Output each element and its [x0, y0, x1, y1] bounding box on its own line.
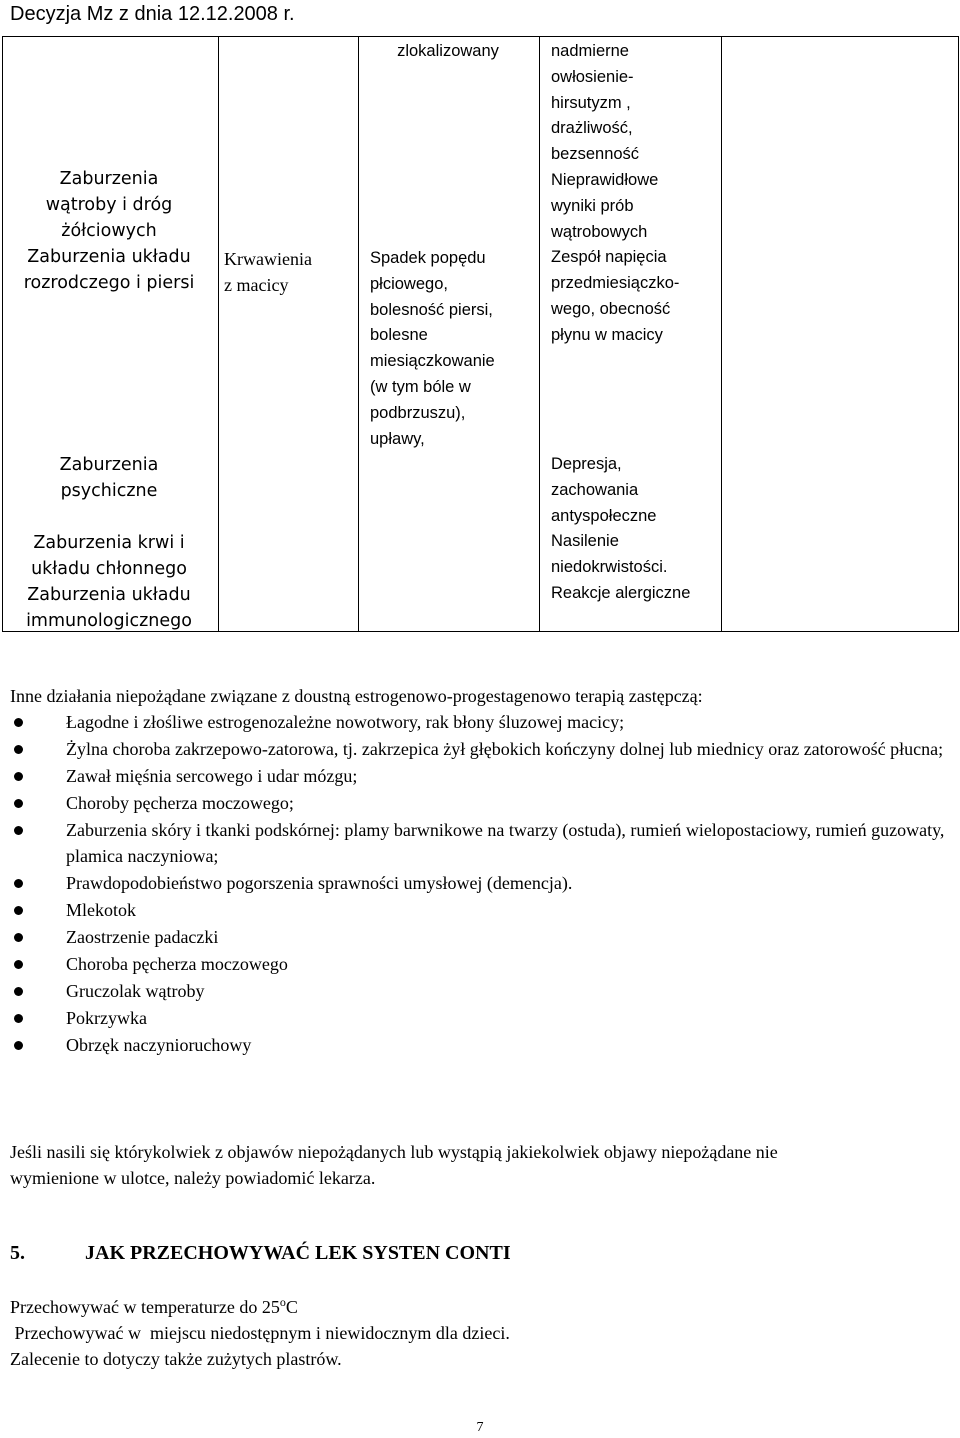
list-item-text: Obrzęk naczynioruchowy — [66, 1035, 252, 1055]
cell-text: wego, obecność — [551, 299, 671, 318]
category-text: żółciowych — [61, 221, 157, 241]
cell-text: Nieprawidłowe — [551, 170, 659, 189]
table-divider — [218, 37, 219, 631]
cell-text: bolesne — [370, 326, 428, 345]
adverse-effects-intro: Inne działania niepożądane związane z doustną estrogenowo-progestagenowo terapią zastępczą: — [10, 686, 703, 706]
category-group-blood-immune — [3, 530, 215, 634]
list-item-text: Pokrzywka — [66, 1008, 147, 1028]
category-text: Zaburzenia układu — [27, 585, 191, 605]
category-text: rozrodczego i piersi — [23, 273, 195, 293]
list-item — [10, 790, 950, 816]
cell-text: drażliwość, — [551, 119, 633, 138]
cell-text: upławy, — [370, 429, 425, 448]
bullet-icon — [14, 960, 23, 969]
cell-text: Spadek popędu — [370, 249, 486, 267]
bullet-icon — [14, 1014, 23, 1023]
list-item — [10, 736, 950, 762]
category-text: Zaburzenia — [59, 455, 159, 475]
bullet-icon — [14, 799, 23, 808]
cell-text: przedmiesiączko- — [551, 274, 680, 293]
degree-sign: o — [279, 1295, 286, 1309]
storage-temperature — [10, 1294, 298, 1320]
bullet-icon — [14, 879, 23, 888]
temperature-unit: C — [285, 1297, 298, 1317]
list-item — [10, 1005, 950, 1031]
list-item-text: Żylna choroba zakrzepowo-zatorowa, tj. zakrzepica żył głębokich kończyny dolnej lub miednicy oraz zatorowość płucna; — [66, 739, 944, 759]
list-item-text: Choroba pęcherza moczowego — [66, 954, 288, 974]
notice-line-1: Jeśli nasili się którykolwiek z objawów niepożądanych lub wystąpią jakiekolwiek objawy niepożądane nie — [10, 1142, 778, 1162]
cell-text: owłosienie- — [551, 67, 634, 86]
adverse-effects-table — [2, 36, 959, 632]
cell-text: wyniki prób — [551, 196, 634, 215]
list-item — [10, 1032, 950, 1058]
cell-text: podbrzuszu), — [370, 403, 466, 422]
cell-text: (w tym bóle w — [370, 377, 471, 396]
category-text: psychiczne — [60, 481, 158, 501]
list-item-text: Prawdopodobieństwo pogorszenia sprawności umysłowej (demencja). — [66, 873, 573, 893]
table-divider — [358, 37, 359, 631]
symptoms-cell-top — [551, 39, 679, 349]
cell-text: Depresja, — [551, 455, 622, 473]
cell-text: Zespół napięcia — [551, 248, 667, 267]
cell-text: wątrobowych — [551, 222, 648, 241]
category-group-liver-reproductive — [3, 166, 215, 296]
localized-cell — [366, 39, 538, 65]
bullet-icon — [14, 772, 23, 781]
cell-text: antyspołeczne — [551, 506, 657, 525]
page-number: 7 — [476, 1420, 484, 1435]
list-item-text: Zaburzenia skóry i tkanki podskórnej: plamy barwnikowe na twarzy (ostuda), rumień wielopostaciowy, rumień guzowaty, plamica naczyniowa; — [66, 820, 945, 866]
category-text: Zaburzenia — [59, 169, 159, 189]
bullet-icon — [14, 987, 23, 996]
bullet-icon — [14, 826, 23, 835]
table-divider — [539, 37, 540, 631]
list-item — [10, 978, 950, 1004]
section-number: 5. — [10, 1242, 25, 1264]
list-item-text: Mlekotok — [66, 900, 136, 920]
list-item — [10, 763, 950, 789]
category-text: układu chłonnego — [31, 559, 187, 579]
list-item-text: Zaostrzenie padaczki — [66, 927, 219, 947]
cell-text: zlokalizowany — [397, 42, 499, 60]
cell-text: zachowania — [551, 480, 639, 499]
symptoms-cell-bottom — [551, 452, 690, 607]
list-item — [10, 870, 950, 896]
cell-text: nadmierne — [551, 42, 629, 60]
bullet-icon — [14, 933, 23, 942]
cell-text: miesiączkowanie — [370, 352, 495, 371]
section-title: JAK PRZECHOWYWAĆ LEK SYSTEN CONTI — [85, 1242, 511, 1264]
section-heading — [10, 1238, 511, 1268]
list-item — [10, 897, 950, 923]
cell-text: bezsenność — [551, 145, 640, 164]
bullet-icon — [14, 906, 23, 915]
cell-text: płciowego, — [370, 274, 448, 293]
storage-children: Przechowywać w miejscu niedostępnym i niewidocznym dla dzieci. — [10, 1323, 510, 1343]
cell-text: z macicy — [224, 275, 289, 295]
cell-text: płynu w macicy — [551, 325, 663, 344]
table-divider — [721, 37, 722, 631]
cell-text: bolesność piersi, — [370, 300, 493, 319]
bullet-icon — [14, 745, 23, 754]
uterine-bleeding-cell — [224, 246, 312, 298]
category-text: immunologicznego — [26, 611, 192, 631]
bullet-icon — [14, 1041, 23, 1050]
list-item-text: Choroby pęcherza moczowego; — [66, 793, 294, 813]
category-group-psychiatric — [3, 452, 215, 504]
category-text: wątroby i dróg — [45, 195, 173, 215]
category-text: Zaburzenia krwi i — [33, 533, 185, 553]
cell-text: Reakcje alergiczne — [551, 583, 691, 602]
adverse-effects-list — [10, 709, 950, 1059]
notice-line-2: wymienione w ulotce, należy powiadomić lekarza. — [10, 1168, 376, 1188]
cell-text: hirsutyzm , — [551, 93, 631, 112]
bullet-icon — [14, 718, 23, 727]
list-item-text: Łagodne i złośliwe estrogenozależne nowotwory, rak błony śluzowej macicy; — [66, 712, 625, 732]
list-item — [10, 709, 950, 735]
document-header: Decyzja Mz z dnia 12.12.2008 r. — [10, 3, 295, 25]
storage-temperature-text: Przechowywać w temperaturze do 25 — [10, 1297, 280, 1317]
cell-text: niedokrwistości. — [551, 558, 668, 577]
cell-text: Krwawienia — [224, 249, 312, 269]
libido-cell — [370, 246, 495, 452]
cell-text: Nasilenie — [551, 532, 619, 551]
list-item-text: Zawał mięśnia sercowego i udar mózgu; — [66, 766, 358, 786]
list-item — [10, 817, 950, 869]
list-item-text: Gruczolak wątroby — [66, 981, 205, 1001]
storage-note: Zalecenie to dotyczy także zużytych plastrów. — [10, 1349, 342, 1369]
list-item — [10, 924, 950, 950]
category-text: Zaburzenia układu — [27, 247, 191, 267]
list-item — [10, 951, 950, 977]
